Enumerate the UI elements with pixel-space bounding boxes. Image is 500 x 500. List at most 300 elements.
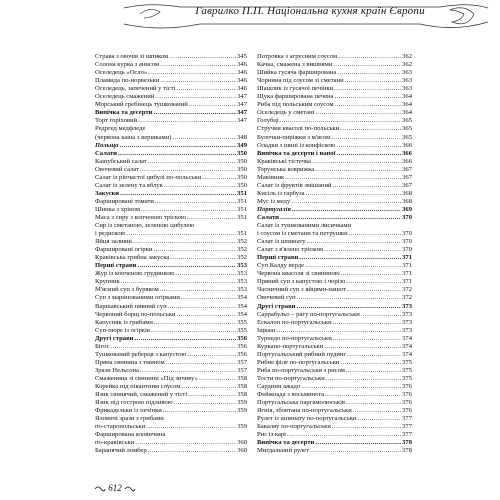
toc-entry-page: 359 — [237, 399, 247, 407]
toc-leader-dots — [169, 53, 236, 61]
toc-entry — [257, 133, 412, 141]
toc-entry-page: 360 — [237, 439, 247, 447]
page-header — [120, 2, 492, 34]
toc-leader-dots — [337, 69, 401, 77]
toc-leader-dots — [297, 294, 401, 302]
toc-leader-dots — [151, 327, 236, 335]
toc-entry — [95, 319, 247, 327]
toc-entry — [257, 85, 412, 93]
toc-entry-title: і соусом із сметани та петрушки — [257, 230, 348, 238]
toc-entry-title: Торт горіховий — [95, 117, 138, 125]
toc-entry-title: Сардини ажадо — [257, 382, 301, 390]
toc-entry-title: Оладки з шині із конфіскою — [257, 141, 336, 149]
toc-entry-title: Салат із фруктів змішаний — [257, 181, 332, 189]
toc-entry — [257, 359, 412, 367]
toc-entry-title: М'ясний суп з буряком — [95, 286, 159, 294]
toc-entry-page: 357 — [237, 366, 247, 374]
toc-entry — [257, 69, 412, 77]
toc-entry-page: 350 — [237, 173, 247, 181]
toc-leader-dots — [287, 431, 401, 439]
toc-entry-title: Маса з сиру з копченою тріскою — [95, 213, 186, 221]
toc-leader-dots — [187, 351, 236, 359]
toc-leader-dots — [315, 166, 401, 174]
toc-entry — [95, 431, 247, 439]
toc-entry-title: і редискою — [95, 230, 126, 238]
page-footer — [94, 483, 136, 493]
toc-entry-page: 372 — [402, 286, 412, 294]
toc-entry-title: (червона каша з вершками) — [95, 133, 172, 141]
toc-entry-page: 354 — [237, 310, 247, 318]
toc-entry-page: 363 — [402, 85, 412, 93]
toc-leader-dots — [333, 319, 402, 327]
toc-leader-dots — [127, 230, 237, 238]
toc-entry — [95, 246, 247, 254]
toc-entry — [95, 375, 247, 383]
toc-entry-page: 375 — [402, 358, 412, 366]
toc-entry-page: 352 — [237, 254, 247, 262]
toc-entry-page: 368 — [402, 189, 412, 197]
toc-entry — [95, 117, 247, 125]
toc-entry-title: Кисіль із гарбуза — [257, 189, 305, 197]
toc-entry-title: Другі страви — [257, 302, 296, 310]
toc-entry-title: Салат із тушкованими лисичками — [257, 222, 352, 230]
toc-entry — [257, 286, 412, 294]
toc-entry-page: 354 — [237, 294, 247, 302]
toc-entry — [95, 311, 247, 319]
toc-leader-dots — [336, 150, 401, 158]
toc-leader-dots — [312, 158, 401, 166]
toc-entry-title: Пламида по-норвезьки — [95, 77, 160, 85]
toc-entry — [257, 351, 412, 359]
toc-leader-dots — [353, 407, 401, 415]
toc-entry-title: Рис із карі — [257, 431, 287, 439]
toc-entry — [95, 93, 247, 101]
toc-entry-title: Перші страви — [257, 254, 299, 262]
toc-entry-page: 378 — [402, 447, 412, 455]
toc-entry-title: Часничний суп з яйцями-пашот — [257, 286, 346, 294]
toc-entry-title: Бігос — [95, 342, 110, 350]
toc-leader-dots — [155, 93, 236, 101]
toc-entry — [257, 53, 412, 61]
toc-entry — [95, 391, 247, 399]
toc-entry-title: Кашубський салат — [95, 157, 147, 165]
toc-entry-title: Овочевий салат — [95, 165, 139, 173]
toc-entry-page: 376 — [402, 391, 412, 399]
toc-entry-page: 369 — [402, 205, 412, 213]
toc-entry-page: 376 — [402, 399, 412, 407]
toc-entry-title: Страва з овочів зі шпиком — [95, 53, 169, 61]
toc-entry-title: Випічка та десерти — [95, 109, 153, 117]
toc-entry-title: Рибне філе по-португальськи — [257, 358, 340, 366]
toc-leader-dots — [361, 311, 401, 319]
toc-entry-title: Краківська грибна закуска — [95, 254, 170, 262]
toc-leader-dots — [166, 359, 236, 367]
toc-entry-page: 347 — [237, 101, 247, 109]
toc-entry-title: Торунська коврижка — [257, 165, 315, 173]
toc-entry-title: Оселедець смажений — [95, 93, 155, 101]
toc-entry-title: Чорнина під соусом зі сметани — [257, 77, 344, 85]
toc-leader-dots — [199, 375, 236, 383]
toc-leader-dots — [331, 134, 401, 142]
toc-leader-dots — [305, 262, 401, 270]
toc-entry — [257, 415, 412, 423]
toc-entry-title: Яйця заливні — [95, 238, 133, 246]
toc-entry — [95, 254, 247, 262]
toc-leader-dots — [135, 439, 236, 447]
toc-entry-title: Мус із меду — [257, 197, 291, 205]
toc-leader-dots — [118, 150, 236, 158]
toc-leader-dots — [280, 214, 401, 222]
toc-entry — [257, 222, 412, 230]
toc-leader-dots — [160, 286, 236, 294]
toc-leader-dots — [345, 77, 401, 85]
toc-entry-title: Тости по-португальськи — [257, 374, 325, 382]
toc-entry — [257, 166, 412, 174]
toc-entry-title: Рулет із шпинату по-португальськи — [257, 415, 357, 423]
toc-leader-dots — [333, 61, 401, 69]
toc-entry-title: Щука фарширована печена — [257, 93, 334, 101]
toc-entry-title: Ескалоп по-португальськи — [257, 318, 332, 326]
footer-ornament-icon — [124, 485, 136, 493]
toc-entry-page: 367 — [402, 173, 412, 181]
toc-entry-page: 377 — [402, 431, 412, 439]
toc-entry-page: 366 — [402, 149, 412, 157]
toc-leader-dots — [160, 77, 236, 85]
toc-entry — [95, 214, 247, 222]
toc-entry — [257, 311, 412, 319]
toc-entry-page: 345 — [237, 53, 247, 61]
toc-entry-page: 353 — [237, 270, 247, 278]
toc-entry-page: 362 — [402, 61, 412, 69]
toc-entry-page: 377 — [402, 415, 412, 423]
toc-leader-dots — [357, 415, 401, 423]
toc-entry-title: Смаженина зі свинини «Під зичиву» — [95, 374, 198, 382]
toc-entry — [95, 69, 247, 77]
toc-entry-title: Шинка з хріном — [95, 205, 140, 213]
toc-entry-page: 374 — [402, 350, 412, 358]
toc-entry — [257, 150, 412, 158]
toc-entry-page: 352 — [237, 246, 247, 254]
toc-leader-dots — [172, 134, 236, 142]
toc-entry — [257, 182, 412, 190]
toc-entry-page: 358 — [237, 382, 247, 390]
toc-entry-title: Салат з в'ялено тріскою — [257, 246, 324, 254]
toc-leader-dots — [155, 198, 236, 206]
toc-entry-title: Другі страви — [95, 334, 134, 342]
toc-leader-dots — [276, 327, 401, 335]
toc-entry — [257, 399, 412, 407]
toc-entry-page: 350 — [237, 157, 247, 165]
toc-entry — [95, 230, 247, 238]
toc-entry-title: Тушкований реберця з капустою — [95, 350, 187, 358]
toc-entry — [257, 142, 412, 150]
toc-entry-page: 375 — [402, 366, 412, 374]
toc-entry-page: 346 — [237, 77, 247, 85]
toc-entry-page: 373 — [402, 326, 412, 334]
toc-leader-dots — [347, 286, 401, 294]
toc-entry-page: 346 — [237, 69, 247, 77]
toc-entry-title: Солона курка з анисом — [95, 61, 160, 69]
toc-leader-dots — [324, 343, 401, 351]
toc-entry-page: 373 — [402, 310, 412, 318]
toc-entry-title: Перші страви — [95, 262, 137, 270]
toc-entry-title: Шийка гусяча фарширована — [257, 69, 337, 77]
toc-leader-dots — [346, 278, 401, 286]
footer-ornament-icon — [94, 485, 106, 493]
toc-entry-page: 375 — [402, 374, 412, 382]
toc-entry — [95, 238, 247, 246]
toc-leader-dots — [164, 182, 236, 190]
toc-entry-page: 371 — [402, 262, 412, 270]
toc-leader-dots — [316, 109, 402, 117]
toc-entry-page: 359 — [237, 423, 247, 431]
toc-entry-title: Краківські тістечка — [257, 157, 311, 165]
toc-leader-dots — [133, 238, 236, 246]
toc-entry-title: Червоний борщ по-польськи — [95, 310, 176, 318]
toc-entry — [95, 447, 247, 455]
toc-entry-title: Оселедець, запечений у тісті — [95, 85, 176, 93]
toc-entry-title: Португалія — [257, 205, 291, 213]
toc-entry — [95, 61, 247, 69]
toc-leader-dots — [189, 101, 236, 109]
toc-entry-title: Фаршировані томати — [95, 197, 154, 205]
toc-entry-page: 353 — [237, 278, 247, 286]
toc-entry-page: 373 — [402, 302, 412, 310]
toc-leader-dots — [160, 61, 236, 69]
toc-leader-dots — [154, 319, 236, 327]
toc-entry-page: 355 — [237, 318, 247, 326]
toc-entry-title: Червона квасоля зі свининою — [257, 270, 340, 278]
toc-entry-title: Мигдальний рулет — [257, 447, 309, 455]
toc-entry-page: 348 — [237, 133, 247, 141]
toc-leader-dots — [333, 182, 402, 190]
toc-entry-title: Овочевий суп — [257, 294, 296, 302]
toc-entry — [95, 335, 247, 343]
toc-entry-title: Фаршировані огірки — [95, 246, 153, 254]
toc-leader-dots — [148, 69, 236, 77]
toc-entry-page: 355 — [237, 326, 247, 334]
toc-leader-dots — [120, 190, 236, 198]
toc-leader-dots — [153, 246, 236, 254]
toc-entry-title: Голубці — [257, 117, 279, 125]
toc-entry-title: Риба по-португальськи з рисом — [257, 366, 345, 374]
toc-entry-page: 360 — [237, 447, 247, 455]
toc-entry-title: Португальський рибний пудинг — [257, 350, 347, 358]
toc-entry — [95, 294, 247, 302]
toc-entry-title: Пряна свинина з тмином — [95, 358, 165, 366]
toc-entry-page: 351 — [237, 189, 247, 197]
toc-entry — [95, 174, 247, 182]
toc-leader-dots — [168, 303, 236, 311]
toc-entry — [95, 399, 247, 407]
toc-entry — [95, 439, 247, 447]
toc-entry-page: 353 — [237, 286, 247, 294]
toc-entry-page: 346 — [237, 61, 247, 69]
toc-entry — [257, 423, 412, 431]
toc-entry-page: 363 — [402, 77, 412, 85]
toc-entry-title: Риба під польським соусом — [257, 101, 334, 109]
toc-leader-dots — [324, 246, 401, 254]
toc-entry — [95, 166, 247, 174]
toc-entry — [95, 85, 247, 93]
toc-entry-page: 370 — [402, 238, 412, 246]
toc-entry — [257, 117, 412, 125]
toc-entry-title: по-старопольськи — [95, 423, 146, 431]
toc-entry-title: Салат із шпинату — [257, 238, 306, 246]
toc-entry-page: 376 — [402, 382, 412, 390]
toc-entry-title: Варшавський пивний суп — [95, 302, 167, 310]
toc-leader-dots — [346, 367, 401, 375]
toc-entry — [95, 109, 247, 117]
toc-entry-page: 368 — [402, 197, 412, 205]
toc-entry — [95, 133, 247, 141]
toc-entry-page: 350 — [237, 149, 247, 157]
toc-column-left — [95, 53, 247, 455]
toc-entry-page: 376 — [402, 407, 412, 415]
toc-leader-dots — [146, 423, 236, 431]
page-number: 612 — [108, 483, 122, 493]
toc-leader-dots — [141, 206, 236, 214]
toc-entry-title: Суп-пюре із огірків — [95, 326, 150, 334]
toc-entry-title: Фарширована яловичина — [95, 431, 166, 439]
toc-entry-title: Салат із ріпчастої цибулі по-польськи — [95, 173, 202, 181]
toc-entry-page: 366 — [402, 141, 412, 149]
toc-leader-dots — [138, 117, 236, 125]
toc-entry-page: 351 — [237, 213, 247, 221]
toc-entry-page: 359 — [237, 407, 247, 415]
toc-entry-title: Редргед медфледе — [95, 125, 146, 133]
toc-entry — [257, 230, 412, 238]
toc-entry-title: Салати — [257, 213, 279, 221]
toc-entry — [257, 158, 412, 166]
toc-entry — [257, 431, 412, 439]
toc-entry — [257, 335, 412, 343]
toc-leader-dots — [181, 294, 236, 302]
toc-entry — [95, 423, 247, 431]
toc-entry-title: Фрикадельки із печінки — [95, 407, 162, 415]
toc-column-right — [257, 53, 412, 455]
toc-leader-dots — [291, 198, 401, 206]
toc-entry-page: 370 — [402, 246, 412, 254]
toc-entry-page: 346 — [237, 85, 247, 93]
toc-entry-page: 354 — [237, 302, 247, 310]
toc-entry-title: Жур із копченою грудинкою — [95, 270, 175, 278]
toc-leader-dots — [347, 351, 401, 359]
toc-entry — [257, 77, 412, 85]
toc-leader-dots — [315, 439, 401, 447]
toc-entry-page: 351 — [237, 197, 247, 205]
toc-leader-dots — [338, 53, 401, 61]
toc-entry-page: 351 — [237, 230, 247, 238]
toc-entry — [257, 447, 412, 455]
toc-entry-page: 358 — [237, 391, 247, 399]
toc-leader-dots — [326, 375, 401, 383]
toc-entry-page: 373 — [402, 318, 412, 326]
toc-entry-title: Капусняк із грибами — [95, 318, 153, 326]
toc-entry-page: 371 — [402, 254, 412, 262]
toc-leader-dots — [340, 359, 401, 367]
toc-entry — [95, 222, 247, 230]
toc-leader-dots — [140, 367, 236, 375]
toc-entry-page: 356 — [237, 350, 247, 358]
toc-entry — [257, 198, 412, 206]
toc-entry — [257, 254, 412, 262]
toc-entry — [257, 190, 412, 198]
toc-leader-dots — [140, 166, 236, 174]
toc-entry — [95, 270, 247, 278]
toc-leader-dots — [148, 447, 236, 455]
toc-leader-dots — [340, 125, 401, 133]
toc-leader-dots — [176, 85, 236, 93]
toc-entry — [95, 182, 247, 190]
toc-entry — [257, 343, 412, 351]
toc-entry — [257, 214, 412, 222]
toc-entry-title: Салати — [95, 149, 117, 157]
toc-entry — [257, 246, 412, 254]
toc-entry-title: Випічка та десерти і напої — [257, 149, 336, 157]
toc-entry-page: 357 — [237, 358, 247, 366]
toc-entry — [95, 415, 247, 423]
toc-entry — [257, 278, 412, 286]
toc-entry-page: 365 — [402, 117, 412, 125]
toc-entry — [95, 351, 247, 359]
toc-entry-title: Іщкаш — [257, 326, 276, 334]
toc-leader-dots — [188, 391, 236, 399]
toc-entry-title: Стручки квасолі по-польськи — [257, 125, 340, 133]
toc-entry-title: Саррабульо – рагу по-португальськи — [257, 310, 360, 318]
toc-entry-page: 371 — [402, 278, 412, 286]
toc-entry — [95, 125, 247, 133]
toc-entry-page: 378 — [402, 439, 412, 447]
toc-entry — [95, 327, 247, 335]
toc-entry-page: 356 — [237, 334, 247, 342]
toc-entry-title: Випічка та десерти — [257, 439, 315, 447]
toc-entry-title: Язик під гострою підливою — [95, 399, 173, 407]
toc-entry — [95, 190, 247, 198]
toc-entry — [95, 359, 247, 367]
toc-entry-page: 370 — [402, 230, 412, 238]
toc-entry-page: 367 — [402, 165, 412, 173]
toc-entry-title: Шашлик із гусячої печінки — [257, 85, 334, 93]
toc-entry-page: 374 — [402, 342, 412, 350]
toc-leader-dots — [177, 311, 237, 319]
toc-leader-dots — [280, 117, 401, 125]
toc-entry — [95, 53, 247, 61]
toc-entry-page: 364 — [402, 109, 412, 117]
toc-entry — [257, 407, 412, 415]
toc-leader-dots — [174, 399, 236, 407]
toc-entry-page: 377 — [402, 423, 412, 431]
toc-entry-page: 364 — [402, 93, 412, 101]
toc-entry-title: Булочки-пиріжки з м'ясом — [257, 133, 331, 141]
toc-entry — [257, 109, 412, 117]
toc-entry — [95, 158, 247, 166]
toc-entry — [95, 142, 247, 150]
toc-entry-title: Суп з маринованими огірками — [95, 294, 180, 302]
toc-entry-title: Оселедець «Осло» — [95, 69, 148, 77]
toc-entry — [95, 286, 247, 294]
toc-entry-title: Фейжоада з восьминога — [257, 391, 325, 399]
toc-entry-page: 366 — [402, 157, 412, 165]
toc-entry-page: 372 — [402, 294, 412, 302]
toc-entry-page: 347 — [237, 117, 247, 125]
toc-leader-dots — [301, 383, 401, 391]
toc-entry — [95, 383, 247, 391]
toc-entry-page: 370 — [402, 213, 412, 221]
toc-entry-page: 362 — [402, 53, 412, 61]
toc-entry-title: Оселедець у сметані — [257, 109, 315, 117]
toc-entry-page: 352 — [237, 238, 247, 246]
